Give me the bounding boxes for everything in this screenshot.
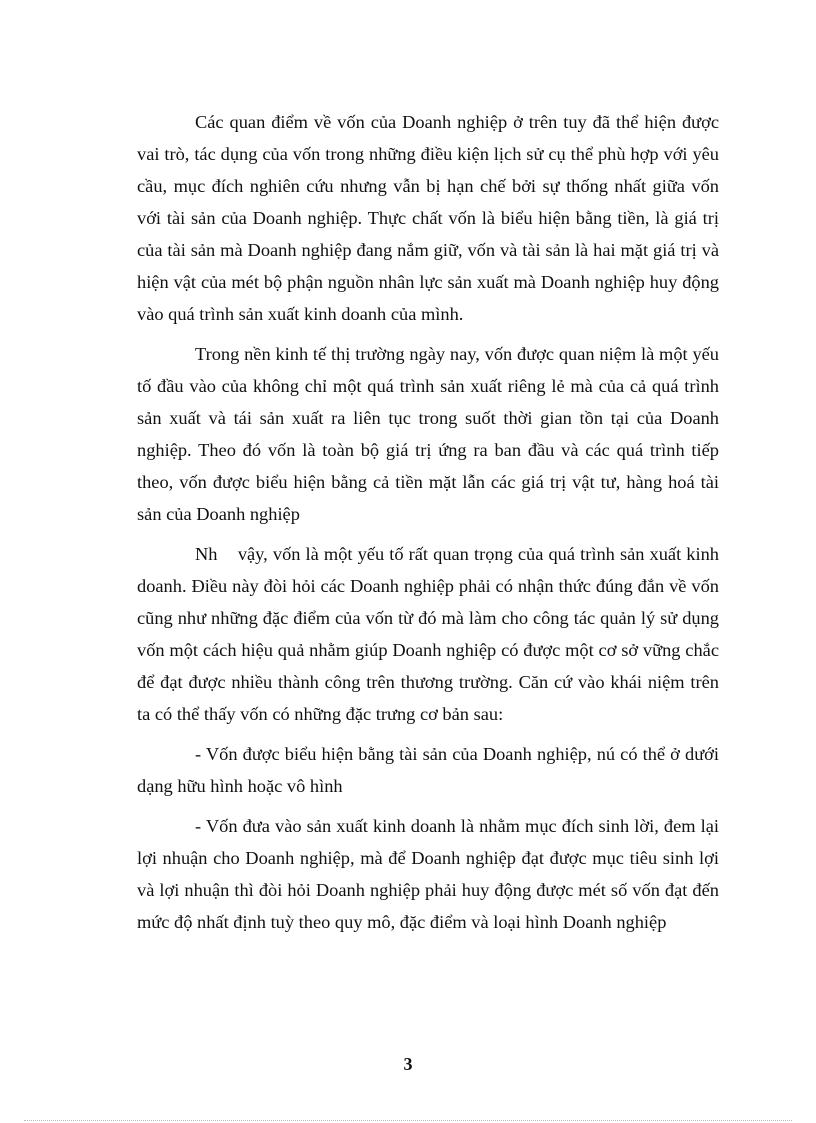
paragraph-market-economy: Trong nền kinh tế thị trường ngày nay, vốn được quan niệm là một yếu tố đầu vào của không chỉ một quá trình sản xuất riêng lẻ mà của cả quá trình sản xuất và tái sản xuất ra liên tục trong suốt thời gian tồn tại của Doanh nghiệp. Theo đó vốn là toàn bộ giá trị ứng ra ban đầu và các quá trình tiếp theo, vốn được biểu hiện bằng cả tiền mặt lẫn các giá trị vật tư, hàng hoá tài sản của Doanh nghiệp xyxy=(137,344,719,524)
document-body xyxy=(137,106,724,946)
paragraph-capital-views: Các quan điểm về vốn của Doanh nghiệp ở trên tuy đã thể hiện được vai trò, tác dụng của vốn trong những điều kiện lịch sử cụ thể phù hợp với yêu cầu, mục đích nghiên cứu nhưng vẫn bị hạn chế bởi sự thống nhất giữa vốn với tài sản của Doanh nghiệp. Thực chất vốn là biểu hiện bằng tiền, là giá trị của tài sản mà Doanh nghiệp đang nắm giữ, vốn và tài sản là hai mặt giá trị và hiện vật của mét bộ phận nguồn nhân lực sản xuất mà Doanh nghiệp huy động vào quá trình sản xuất kinh doanh của mình. xyxy=(137,112,719,324)
paragraph-bullet-profit: - Vốn đưa vào sản xuất kinh doanh là nhằm mục đích sinh lời, đem lại lợi nhuận cho Doanh nghiệp, mà để Doanh nghiệp đạt được mục tiêu sinh lợi và lợi nhuận thì đòi hỏi Doanh nghiệp phải huy động được mét số vốn đạt đến mức độ nhất định tuỳ theo quy mô, đặc điểm và loại hình Doanh nghiệp xyxy=(137,816,719,932)
page-bottom-divider xyxy=(24,1120,792,1121)
paragraph-bullet-assets: - Vốn được biểu hiện bằng tài sản của Doanh nghiệp, nú có thể ở dưới dạng hữu hình hoặc vô hình xyxy=(137,744,719,796)
page-number: 3 xyxy=(403,1054,413,1074)
paragraph-importance-of-capital: Nh vậy, vốn là một yếu tố rất quan trọng của quá trình sản xuất kinh doanh. Điều này đòi hỏi các Doanh nghiệp phải có nhận thức đúng đắn về vốn cũng như những đặc điểm của vốn từ đó mà làm cho công tác quản lý sử dụng vốn một cách hiệu quả nhằm giúp Doanh nghiệp có được một cơ sở vững chắc để đạt được nhiều thành công trên thương trường. Căn cứ vào khái niệm trên ta có thể thấy vốn có những đặc trưng cơ bản sau: xyxy=(137,544,724,724)
